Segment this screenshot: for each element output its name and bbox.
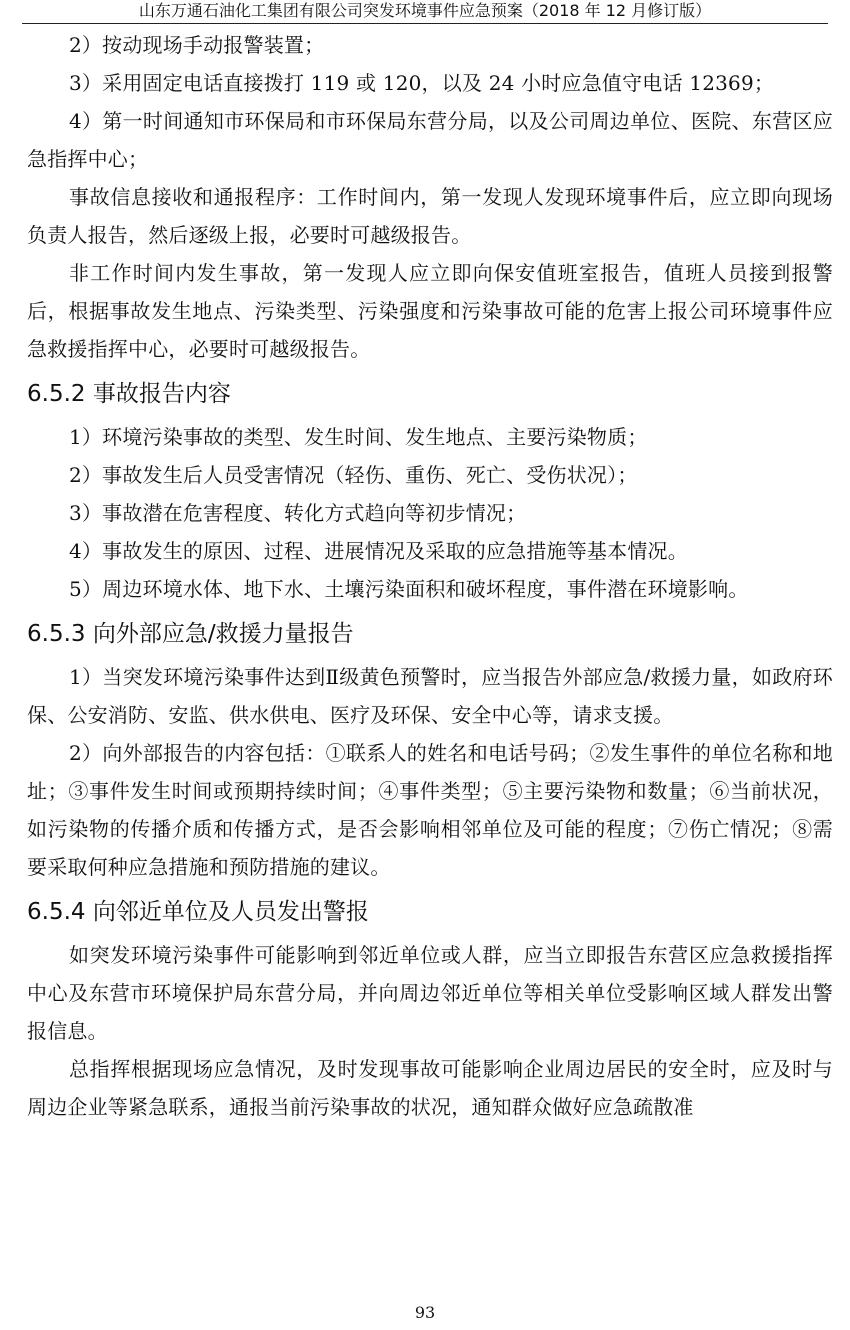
list-item: 4）事故发生的原因、过程、进展情况及采取的应急措施等基本情况。	[69, 539, 688, 563]
list-item: 3）事故潜在危害程度、转化方式趋向等初步情况；	[69, 501, 527, 525]
document-body	[27, 26, 833, 1126]
paragraph: 事故信息接收和通报程序：工作时间内，第一发现人发现环境事件后，应立即向现场负责人报告，然后逐级上报，必要时可越级报告。	[27, 185, 833, 247]
list-item: 2）按动现场手动报警装置；	[69, 33, 325, 57]
section-heading-6-5-4: 6.5.4 向邻近单位及人员发出警报	[27, 899, 369, 925]
list-item: 1）环境污染事故的类型、发生时间、发生地点、主要污染物质；	[69, 425, 648, 449]
list-item: 2）向外部报告的内容包括：①联系人的姓名和电话号码；②发生事件的单位名称和地址；③事件发生时间或预期持续时间；④事件类型；⑤主要污染物和数量；⑥当前状况，如污染物的传播介质和传播方式，是否会影响相邻单位及可能的程度；⑦伤亡情况；⑧需要采取何种应急措施和预防措施的建议。	[27, 741, 833, 879]
list-item: 3）采用固定电话直接拨打 119 或 120，以及 24 小时应急值守电话 12369；	[69, 71, 775, 95]
header-rule	[22, 23, 828, 24]
paragraph: 总指挥根据现场应急情况，及时发现事故可能影响企业周边居民的安全时，应及时与周边企业等紧急联系，通报当前污染事故的状况，通知群众做好应急疏散准	[27, 1057, 833, 1119]
page-number: 93	[414, 1303, 436, 1322]
list-item: 2）事故发生后人员受害情况（轻伤、重伤、死亡、受伤状况）；	[69, 463, 638, 487]
list-item: 1）当突发环境污染事件达到Ⅱ级黄色预警时，应当报告外部应急/救援力量，如政府环保、公安消防、安监、供水供电、医疗及环保、安全中心等，请求支援。	[27, 665, 833, 727]
section-heading-6-5-2: 6.5.2 事故报告内容	[27, 381, 231, 407]
paragraph: 如突发环境污染事件可能影响到邻近单位或人群，应当立即报告东营区应急救援指挥中心及东营市环境保护局东营分局，并向周边邻近单位等相关单位受影响区域人群发出警报信息。	[27, 943, 833, 1043]
paragraph: 非工作时间内发生事故，第一发现人应立即向保安值班室报告，值班人员接到报警后，根据事故发生地点、污染类型、污染强度和污染事故可能的危害上报公司环境事件应急救援指挥中心，必要时可越级报告。	[27, 261, 833, 361]
list-item: 5）周边环境水体、地下水、土壤污染面积和破坏程度，事件潜在环境影响。	[69, 577, 749, 601]
running-header: 山东万通石油化工集团有限公司突发环境事件应急预案（2018 年 12 月修订版）	[138, 1, 712, 20]
list-item: 4）第一时间通知市环保局和市环保局东营分局，以及公司周边单位、医院、东营区应急指挥中心；	[27, 109, 833, 171]
section-heading-6-5-3: 6.5.3 向外部应急/救援力量报告	[27, 621, 354, 647]
